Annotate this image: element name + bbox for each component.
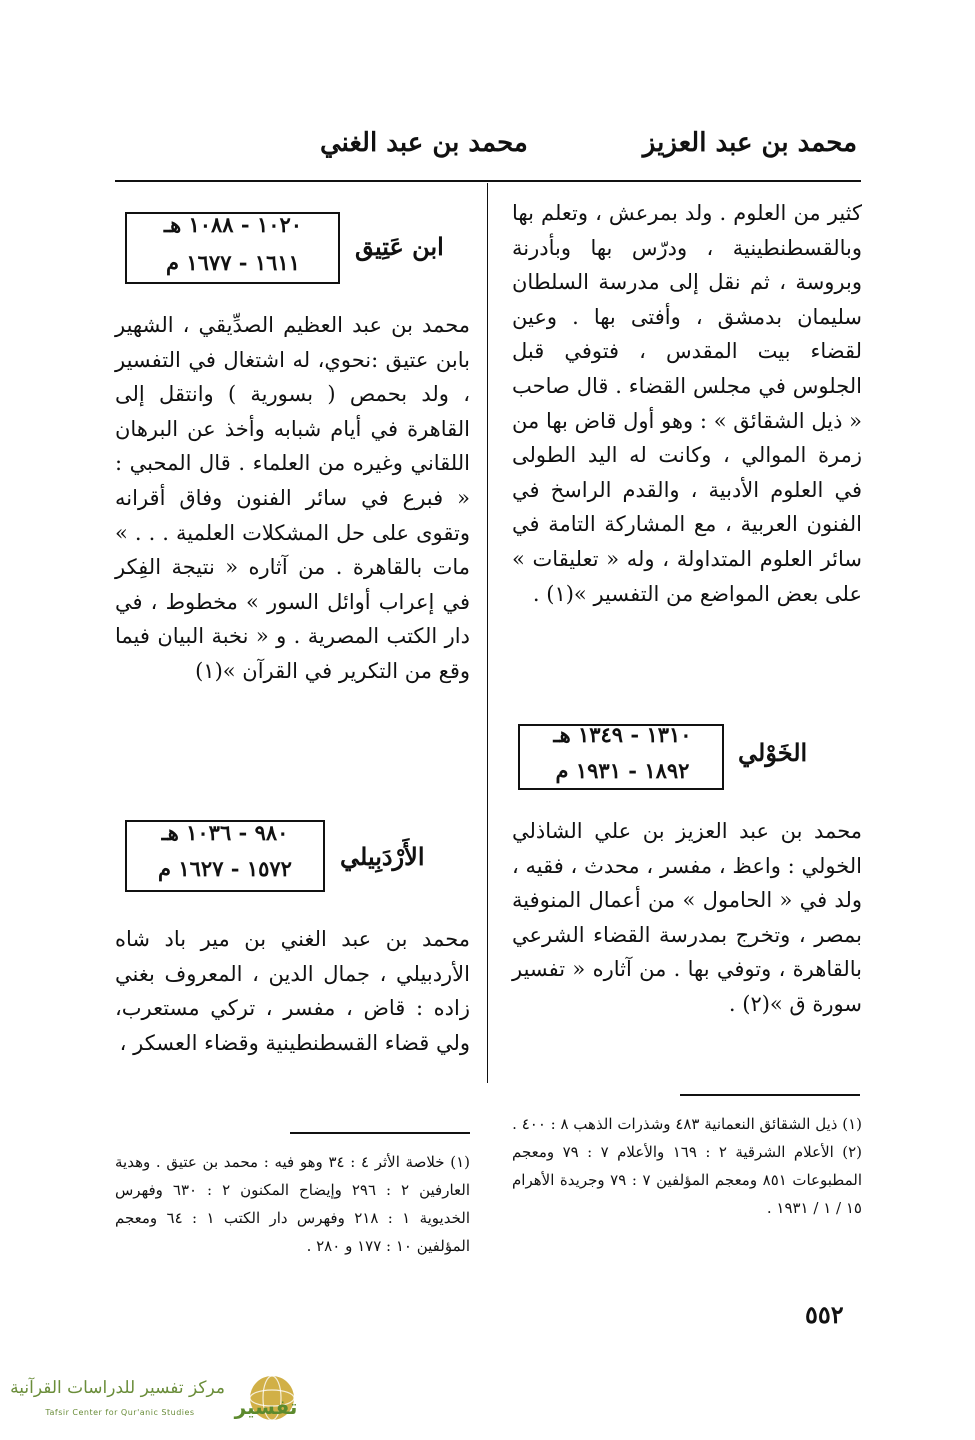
entry-name: ابن عَتِيق (355, 232, 444, 261)
column-separator (487, 183, 488, 1083)
date-gregorian: ١٦١١ - ١٦٧٧ م (166, 250, 300, 275)
emblem-text: تفسير (234, 1395, 298, 1419)
date-gregorian: ١٨٩٢ - ١٩٣١ م (555, 758, 690, 783)
footnotes-left (115, 1148, 470, 1260)
header-rule (115, 180, 861, 182)
date-hijri: ١٣١٠ - ١٣٤٩ هـ (553, 722, 692, 747)
footnote: (٢) الأعلام الشرقية ٢ : ١٦٩ والأعلام ٧ : ٧٩ ومعجم المطبوعات ٨٥١ ومعجم المؤلفين ٧ : ٧٩ وجريدة الأهرام ١٥ / ١ / ١٩٣١ . (512, 1143, 862, 1217)
page-number: ٥٥٢ (805, 1300, 844, 1329)
date-gregorian: ١٥٧٢ - ١٦٢٧ م (158, 856, 292, 881)
footnote: (١) خلاصة الأثر ٤ : ٣٤ وهو فيه : محمد بن عتيق . وهدية العارفين ٢ : ٢٩٦ وإيضاح المكنون ٢ : ٦٣٠ وفهرس الخديوية ١ : ٢١٨ وفهرس دار الكتب ١ : ٦٤ ومعجم المؤلفين ١٠ : ١٧٧ و ٢٨٠ . (115, 1153, 471, 1255)
footnote: (١) ذيل الشقائق النعمانية ٤٨٣ وشذرات الذهب ٨ : ٤٠٠ . (512, 1115, 862, 1133)
date-hijri: ١٠٢٠ - ١٠٨٨ هـ (163, 212, 303, 237)
footnotes-right (512, 1110, 862, 1222)
entry-alardabili-text (115, 922, 470, 1060)
entry-name: الأَرْدَبِيلي (340, 842, 425, 871)
entry-text: محمد بن عبد الغني بن مير باد شاه الأردبيلي ، جمال الدين ، المعروف بغني زاده : قاض ، مفسر ، تركي مستعرب، ولي قضاء القسطنطينية وقضاء العسكر ، (115, 927, 470, 1055)
entry-name: الخَوْلي (738, 738, 808, 767)
logo-subtitle: Tafsir Center for Qur'anic Studies (45, 1408, 195, 1417)
right-column-continuation (512, 196, 862, 611)
tafsir-center-logo (10, 1372, 305, 1430)
globe-emblem-icon (230, 1372, 300, 1430)
entry-alkhawli-text (512, 814, 862, 1022)
date-hijri: ٩٨٠ - ١٠٣٦ هـ (161, 820, 289, 845)
logo-title: مركز تفسير للدراسات القرآنية (10, 1378, 225, 1398)
entry-text: محمد بن عبد العزيز بن علي الشاذلي الخولي : واعظ ، مفسر ، محدث ، فقيه ، ولد في « الحامول » من أعمال المنوفية بمصر ، وتخرج بمدرسة القضاء الشرعي بالقاهرة ، وتوفي بها . من آثاره « تفسير سورة ق »(٢) . (512, 819, 862, 1016)
running-header-left: محمد بن عبد الغني (320, 128, 528, 158)
entry-text: محمد بن عبد العظيم الصدِّيقي ، الشهير بابن عتيق :نحوي، له اشتغال في التفسير ، ولد بحمص ( بسورية ) وانتقل إلى القاهرة في أيام شبابه وأخذ عن البرهان اللقاني وغيره من العلماء . قال المحبي : « فبرع في سائر الفنون وفاق أقرانه وتقوى على حل المشكلات العلمية . . . » مات بالقاهرة . من آثاره « نتيجة الفِكر في إعراب أوائل السور » مخطوط ، في دار الكتب المصرية . و « نخبة البيان فيما وقع من التكرير في القرآن »(١) (115, 313, 470, 683)
running-header-right: محمد بن عبد العزيز (642, 128, 857, 158)
continuation-text: كثير من العلوم . ولد بمرعش ، وتعلم بها وبالقسطنطينية ، ودرّس بها وبأدرنة وبروسة ، ثم نقل إلى مدرسة السلطان سليمان بدمشق ، وأفتى بها . وعين لقضاء بيت المقدس ، فتوفي قبل الجلوس في مجلس القضاء . قال صاحب « ذيل الشقائق » : وهو أول قاض بها من زمرة الموالي ، وكانت له اليد الطولى في العلوم الأدبية ، والقدم الراسخ في الفنون العربية ، مع المشاركة التامة في سائر العلوم المتداولة ، وله « تعليقات » على بعض المواضع من التفسير »(١) . (512, 201, 862, 606)
footnote-rule-right (680, 1094, 860, 1096)
entry-ibn-atiq-text (115, 308, 470, 689)
footnote-rule-left (290, 1132, 470, 1134)
